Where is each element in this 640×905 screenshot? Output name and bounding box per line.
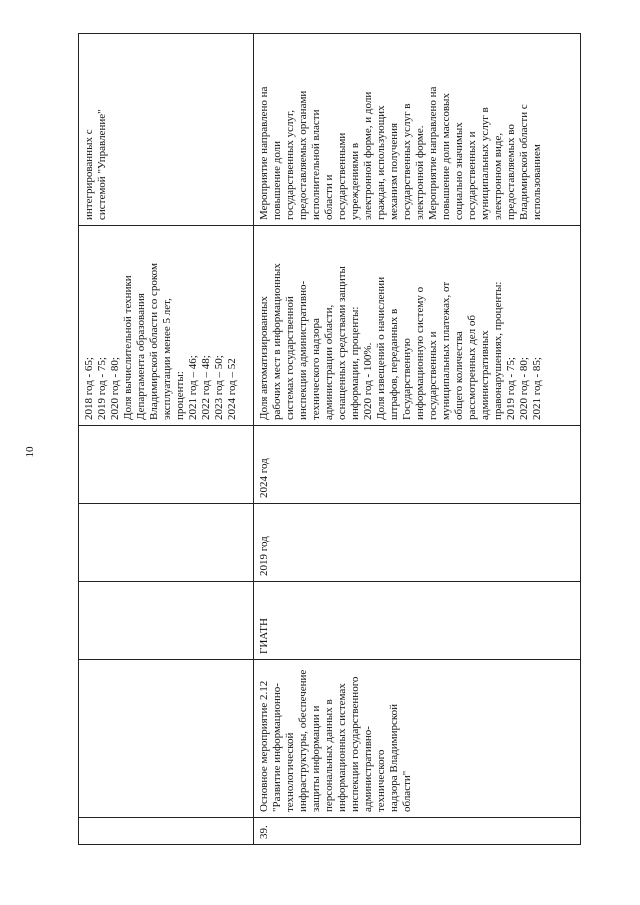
- cell-executor: [79, 582, 254, 660]
- rotated-table-wrapper: [78, 34, 578, 845]
- cell-end-year: 2024 год: [254, 426, 581, 504]
- cell-number: 39.: [254, 818, 581, 845]
- cell-executor: ГИАТН: [254, 582, 581, 660]
- cell-start-year: [79, 504, 254, 582]
- program-activities-table: [78, 33, 581, 845]
- cell-indicators: 2018 год - 65; 2019 год - 75; 2020 год - 80; Доля вычислительной техники Департамента образования Владимирской области со сроком эксплуатации менее 5 лет, проценты: 2021 год – 46; 2022 год – 48; 2023 год – 50; 2024 год – 52: [79, 226, 254, 426]
- cell-end-year: [79, 426, 254, 504]
- page-number: 10: [24, 446, 36, 458]
- table-row: [79, 34, 254, 845]
- cell-activity-name: Основное мероприятие 2.12 "Развитие информационно- технологической инфраструктуры, обеспечение защиты информации и персональных данных в информационных системах инспекции государственного административно-технического надзора Владимирской области": [254, 660, 581, 818]
- table-row: [254, 34, 581, 845]
- cell-expected-result: Мероприятие направлено на повышение доли государственных услуг, предоставляемых органами исполнительной власти области и государственными учреждениями в электронной форме, и доли граждан, использующих механизм получения государственных услуг в электронной форме. Мероприятие направлено на повышение доли массовых социально значимых государственных и муниципальных услуг в электронном виде, предоставляемых во Владимирской области с использованием: [254, 34, 581, 226]
- cell-start-year: 2019 год: [254, 504, 581, 582]
- cell-number: [79, 818, 254, 845]
- cell-expected-result: интегрированных с системой "Управление": [79, 34, 254, 226]
- page-content: [78, 34, 578, 845]
- cell-indicators: Доля автоматизированных рабочих мест в информационных системах государственной инспекции административно- технического надзора администрации области, оснащенных средствами защиты информации, проценты: 2020 год - 100%. Доля извещений о начислении штрафов, переданных в Государственную информационную систему о государственных и муниципальных платежах, от общего количества рассмотренных дел об административных правонарушениях, проценты: 2019 год - 75; 2020 год - 80; 2021 год - 85;: [254, 226, 581, 426]
- cell-activity-name: [79, 660, 254, 818]
